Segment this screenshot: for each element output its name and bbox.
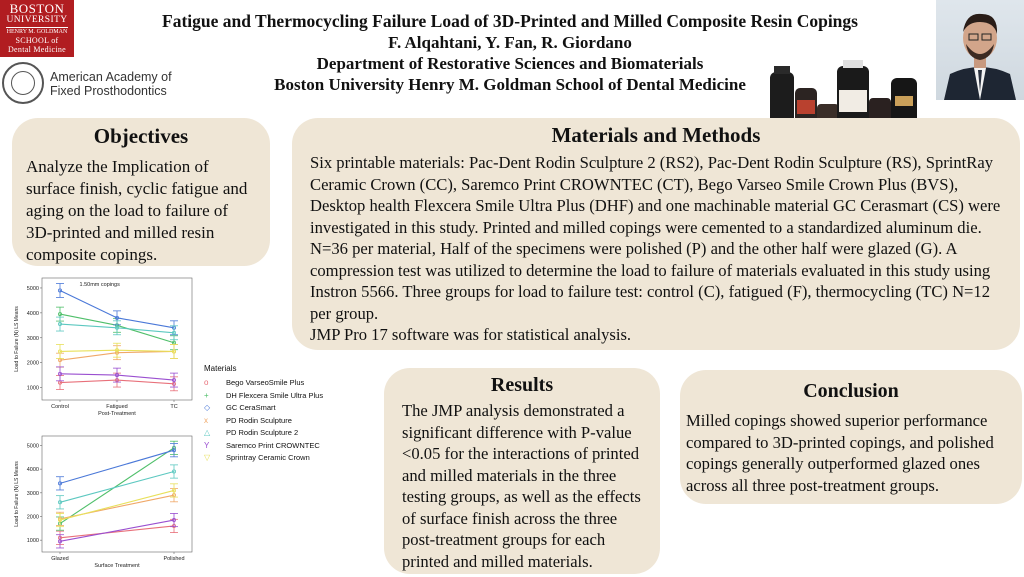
legend-entry-label: Bego VarseoSmile Plus [226, 378, 305, 387]
x-axis-label: Post-Treatment [98, 411, 136, 417]
series-line [60, 472, 174, 503]
author-portrait-icon [936, 0, 1024, 100]
legend-entry-label: Sprintray Ceramic Crown [226, 453, 310, 462]
boston-university-logo [0, 0, 74, 57]
conclusion-heading: Conclusion [803, 380, 899, 402]
y-tick-label: 3000 [26, 490, 39, 497]
y-tick-label: 4000 [26, 467, 39, 474]
chart-title: 1.50mm copings [79, 282, 120, 288]
y-tick-label: 1000 [26, 385, 39, 392]
chart-post-treatment [0, 272, 200, 422]
legend-entry [204, 415, 379, 428]
aafp-line-1: American Academy of [50, 70, 172, 84]
legend-entry [204, 402, 379, 415]
methods-panel [292, 118, 1020, 350]
objectives-text: Analyze the Implication of surface finish, cyclic fatigue and aging on the load to failure of 3D-printed and milled resin composite copings. [26, 157, 248, 264]
poster-department: Department of Restorative Sciences and Biomaterials [316, 54, 704, 73]
results-heading: Results [490, 374, 554, 396]
legend-marker-icon: ◇ [204, 403, 211, 412]
conclusion-text: Milled copings showed superior performance compared to 3D-printed copings, and polished copings generally outperformed glazed ones across all three post-treatment groups. [686, 411, 994, 495]
aafp-seal-icon [2, 62, 44, 104]
logo-line-university: UNIVERSITY [6, 15, 68, 25]
legend-marker-icon: + [204, 390, 209, 400]
methods-software-text: JMP Pro 17 software was for statistical analysis. [310, 325, 632, 344]
results-panel [384, 368, 660, 574]
legend-entry [204, 390, 379, 403]
chart-legend [204, 364, 379, 465]
logo-line-goldman: HENRY M. GOLDMAN [6, 29, 68, 35]
y-tick-label: 5000 [26, 443, 39, 450]
legend-marker-icon: ▽ [204, 453, 211, 462]
aafp-line-2: Fixed Prosthodontics [50, 84, 167, 98]
legend-entry [204, 427, 379, 440]
y-tick-label: 2000 [26, 360, 39, 367]
series-line [60, 490, 174, 520]
x-tick-label: Fatigued [106, 404, 128, 410]
poster-title: Fatigue and Thermocycling Failure Load of 3D-Printed and Milled Composite Resin Copings [162, 11, 858, 31]
y-tick-label: 4000 [26, 310, 39, 317]
y-axis-label: Load to Failure (N) LS Means [14, 306, 20, 372]
y-tick-label: 5000 [26, 285, 39, 292]
legend-entry-label: Saremco Print CROWNTEC [226, 440, 320, 450]
series-line [60, 520, 174, 541]
y-axis-label: Load to Failure (N) LS Means [14, 461, 20, 527]
legend-marker-icon: x [204, 415, 208, 425]
x-tick-label: TC [170, 404, 178, 410]
legend-marker-icon: o [204, 378, 209, 387]
x-tick-label: Glazed [51, 556, 69, 562]
legend-marker-icon: Y [204, 440, 210, 450]
objectives-heading: Objectives [93, 124, 189, 148]
x-tick-label: Control [51, 404, 69, 410]
y-tick-label: 2000 [26, 514, 39, 521]
legend-entry [204, 440, 379, 453]
legend-entry-label: PD Rodin Sculpture [226, 415, 292, 425]
logo-line-school: SCHOOL of [15, 36, 59, 45]
conclusion-panel [680, 370, 1022, 504]
legend-entry-label: DH Flexcera Smile Ultra Plus [226, 390, 324, 400]
series-line [60, 526, 174, 538]
legend-title: Materials [204, 364, 237, 373]
series-line [60, 450, 174, 483]
x-tick-label: Polished [163, 556, 185, 562]
results-text: The JMP analysis demonstrated a significant difference with P-value <0.05 for the interactions of printed and milled materials in the three testing groups, as well as the effects of surface finish across the three post-treatment groups for each printed and milled materials. [402, 401, 641, 571]
y-tick-label: 1000 [26, 538, 39, 545]
legend-entry [204, 452, 379, 465]
x-axis-label: Surface Treatment [94, 563, 140, 569]
legend-entry-label: PD Rodin Sculpture 2 [226, 428, 299, 437]
methods-heading: Materials and Methods [551, 123, 761, 147]
legend-entry [204, 377, 379, 390]
legend-entry-label: GC CeraSmart [226, 403, 276, 412]
poster-authors: F. Alqahtani, Y. Fan, R. Giordano [388, 33, 632, 52]
chart-surface-treatment [0, 430, 200, 575]
methods-text: Six printable materials: Pac-Dent Rodin Sculpture 2 (RS2), Pac-Dent Rodin Sculpture (RS), SprintRay Ceramic Crown (CC), Saremco Print CROWNTEC (CT), Bego Varseo Smile Crown Plus (BVS), Desktop health Flexcera Smile Ultra Plus (DHF) and one machinable material GC Cerasmart (CS) were investigated in this study. Printed and milled copings were cemented to a standardized aluminum die. N=36 per material, Half of the specimens were polished (P) and the other half were glazed (G). A compression test was utilized to determine the load to failure of materials evaluated in this study using Instron 5566. Three groups for load to failure test: control (C), fatigued (F), thermocycling (TC) N=12 per group. [310, 153, 1001, 323]
series-line [60, 448, 174, 524]
plot-frame [42, 436, 192, 552]
author-photo [936, 0, 1024, 100]
y-tick-label: 3000 [26, 335, 39, 342]
poster-school: Boston University Henry M. Goldman School of Dental Medicine [274, 75, 746, 94]
logo-line-boston: BOSTON [9, 1, 65, 16]
legend-marker-icon: △ [204, 428, 211, 437]
logo-line-dental: Dental Medicine [7, 45, 67, 54]
objectives-panel [12, 118, 270, 266]
